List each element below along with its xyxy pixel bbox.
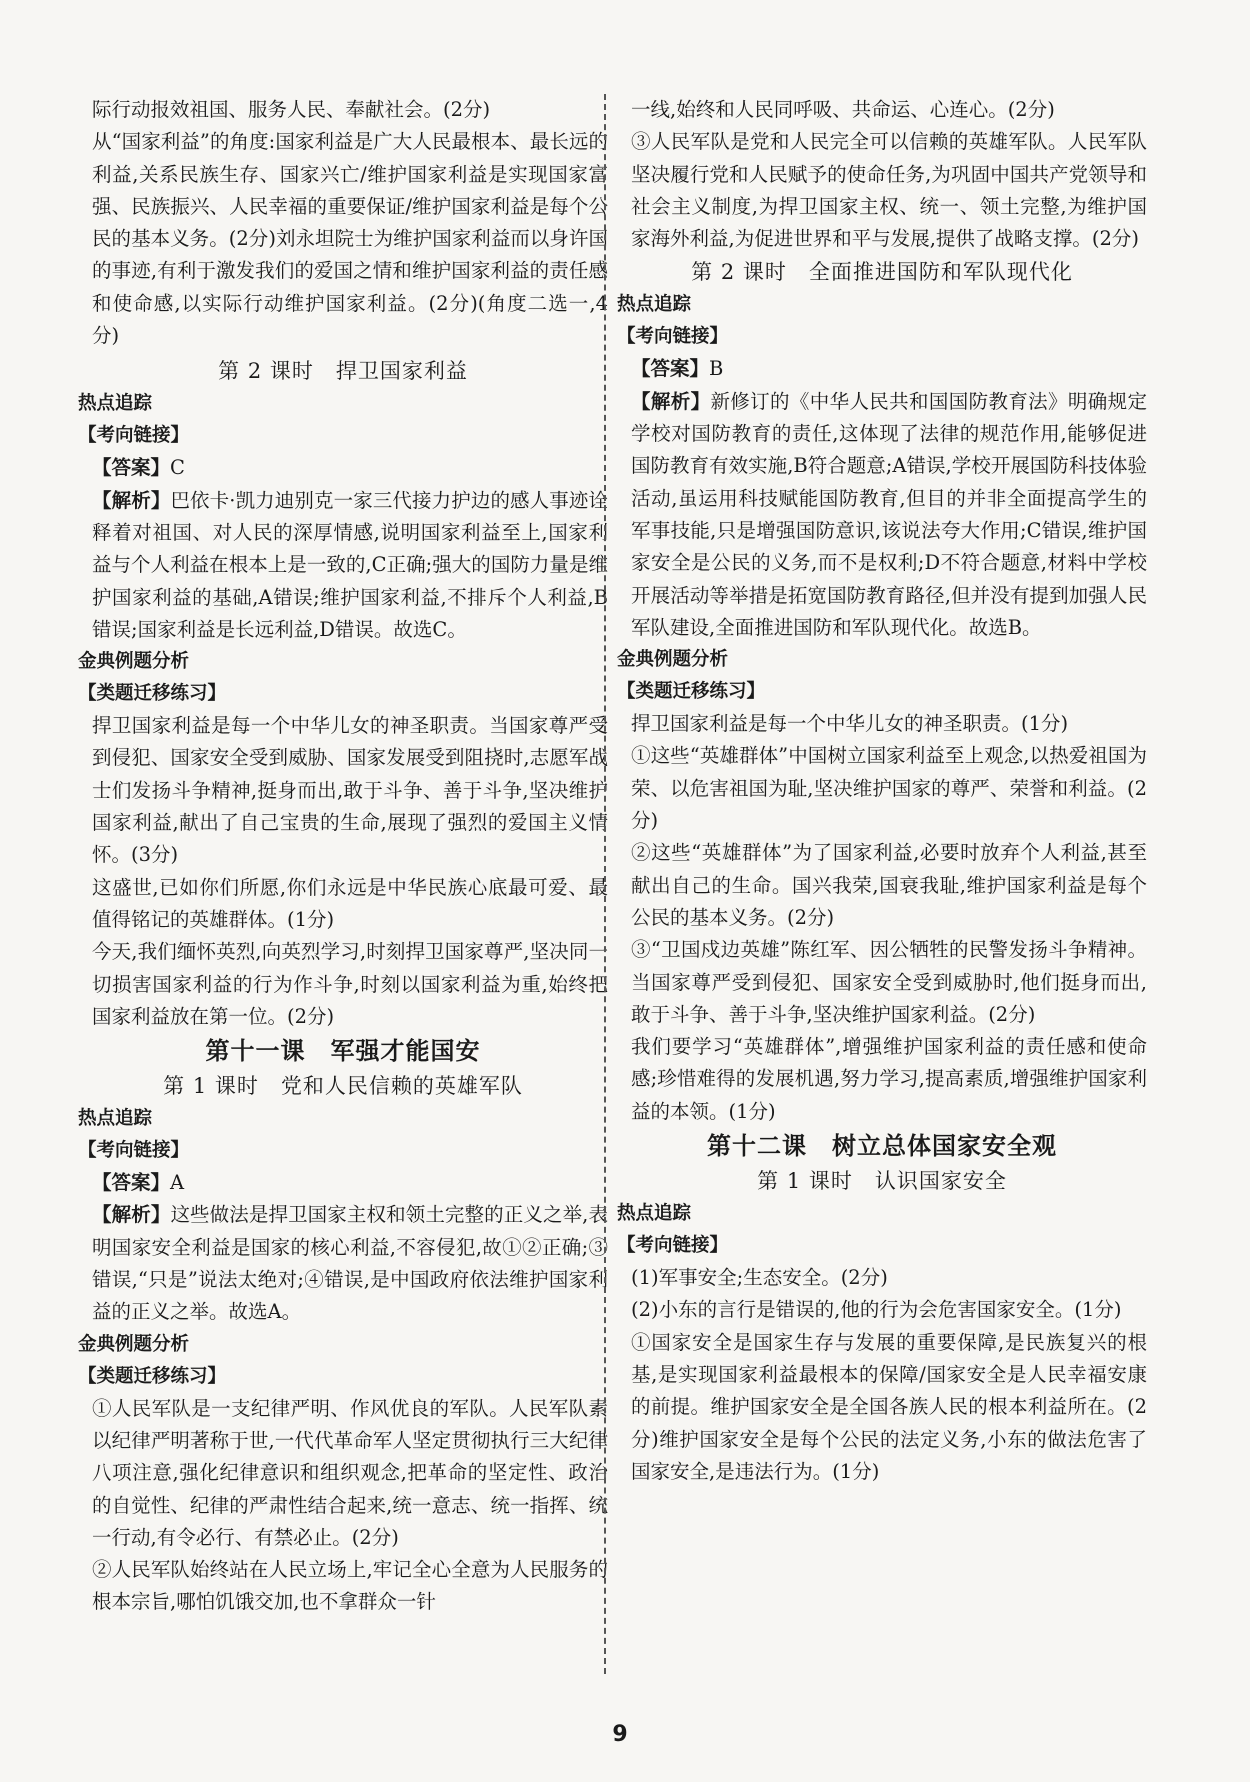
paragraph: ②人民军队始终站在人民立场上,牢记全心全意为人民服务的根本宗旨,哪怕饥饿交加,也不拿群众一针 <box>92 1558 608 1614</box>
paragraph: 这盛世,已如你们所愿,你们永远是中华民族心底最可爱、最值得铭记的英雄群体。(1分) <box>92 875 608 931</box>
paragraph: 一线,始终和人民同呼吸、共命运、心连心。(2分) <box>631 98 1055 121</box>
analysis-text: 这些做法是捍卫国家主权和领土完整的正义之举,表明国家安全利益是国家的核心利益,不容侵犯,故①②正确;③错误,“只是”说法太绝对;④错误,是中国政府依法维护国家利益的正义之举。故选A。 <box>92 1203 608 1324</box>
heading-practice: 【类题迁移练习】 <box>78 683 227 705</box>
section-title: 第 2 课时 捍卫国家利益 <box>218 359 468 384</box>
column-divider <box>604 94 606 1674</box>
lesson-title: 第十一课 军强才能国安 <box>205 1037 481 1066</box>
paragraph: ③“卫国戍边英雄”陈红军、因公牺牲的民警发扬斗争精神。当国家尊严受到侵犯、国家安全受到威胁时,他们挺身而出,敢于斗争、善于斗争,坚决维护国家利益。(2分) <box>631 938 1147 1026</box>
paragraph: (1)军事安全;生态安全。(2分) <box>631 1266 888 1290</box>
analysis-text: 新修订的《中华人民共和国国防教育法》明确规定学校对国防教育的责任,这体现了法律的规范作用,能够促进国防教育有效实施,B符合题意;A错误,学校开展国防科技体验活动,虽运用科技赋能国防教育,但目的并非全面提高学生的军事技能,只是增强国防意识,该说法夸大作用;C错误,维护国家安全是公民的义务,而不是权利;D不符合题意,材料中学校开展活动等举措是拓宽国防教育路径,但并没有提到加强人民军队建设,全面推进国防和军队现代化。故选B。 <box>631 389 1147 639</box>
paragraph: 际行动报效祖国、服务人民、奉献社会。(2分) <box>92 98 491 121</box>
heading-examples: 金典例题分析 <box>78 1333 190 1355</box>
heading-exam-link: 【考向链接】 <box>617 326 729 348</box>
heading-practice: 【类题迁移练习】 <box>617 681 766 703</box>
paragraph: 捍卫国家利益是每一个中华儿女的神圣职责。当国家尊严受到侵犯、国家安全受到威胁、国家发展受到阻挠时,志愿军战士们发扬斗争精神,挺身而出,敢于斗争、善于斗争,坚决维护国家利益,献出了自己宝贵的生命,展现了强烈的爱国主义情怀。(3分) <box>92 714 608 867</box>
heading-hot-topics: 热点追踪 <box>617 294 692 316</box>
analysis-label: 【解析】 <box>631 389 711 413</box>
right-column <box>617 94 1147 1488</box>
page-number: 9 <box>612 1722 628 1747</box>
answer-value: C <box>170 456 185 480</box>
heading-exam-link: 【考向链接】 <box>617 1235 729 1257</box>
answer-label: 【答案】 <box>92 456 171 480</box>
answer-label: 【答案】 <box>631 357 710 381</box>
answer-line <box>617 353 1147 385</box>
heading-hot-topics: 热点追踪 <box>78 1108 153 1130</box>
answer-line <box>78 452 608 484</box>
answer-label: 【答案】 <box>92 1171 171 1195</box>
answer-value: B <box>709 357 724 381</box>
lesson-title: 第十二课 树立总体国家安全观 <box>707 1132 1057 1161</box>
lesson-subtitle: 第 1 课时 认识国家安全 <box>757 1169 1007 1194</box>
analysis-text: 巴依卡·凯力迪别克一家三代接力护边的感人事迹诠释着对祖国、对人民的深厚情感,说明国家利益至上,国家利益与个人利益在根本上是一致的,C正确;强大的国防力量是维护国家利益的基础,A错误;维护国家利益,不排斥个人利益,B错误;国家利益是长远利益,D错误。故选C。 <box>92 488 608 641</box>
paragraph: 我们要学习“英雄群体”,增强维护国家利益的责任感和使命感;珍惜难得的发展机遇,努力学习,提高素质,增强维护国家利益的本领。(1分) <box>631 1035 1147 1123</box>
paragraph: 今天,我们缅怀英烈,向英烈学习,时刻捍卫国家尊严,坚决同一切损害国家利益的行为作斗争,时刻以国家利益为重,始终把国家利益放在第一位。(2分) <box>92 940 608 1028</box>
heading-practice: 【类题迁移练习】 <box>78 1365 227 1387</box>
analysis-label: 【解析】 <box>92 1203 171 1227</box>
lesson-subtitle: 第 1 课时 党和人民信赖的英雄军队 <box>163 1074 523 1099</box>
paragraph: ②这些“英雄群体”为了国家利益,必要时放弃个人利益,甚至献出自己的生命。国兴我荣,国衰我耻,维护国家利益是每个公民的基本义务。(2分) <box>631 841 1147 929</box>
analysis-paragraph <box>78 485 608 646</box>
heading-examples: 金典例题分析 <box>78 651 190 673</box>
paragraph: ①这些“英雄群体”中国树立国家利益至上观念,以热爱祖国为荣、以危害祖国为耻,坚决维护国家的尊严、荣誉和利益。(2分) <box>631 744 1147 833</box>
answer-line <box>78 1167 608 1199</box>
heading-exam-link: 【考向链接】 <box>78 1140 190 1162</box>
heading-examples: 金典例题分析 <box>617 649 729 671</box>
analysis-label: 【解析】 <box>92 488 171 512</box>
paragraph: (2)小东的言行是错误的,他的行为会危害国家安全。(1分) <box>631 1298 1122 1322</box>
paragraph: ③人民军队是党和人民完全可以信赖的英雄军队。人民军队坚决履行党和人民赋予的使命任务,为巩固中国共产党领导和社会主义制度,为捍卫国家主权、统一、领土完整,为维护国家海外利益,为促进世界和平与发展,提供了战略支撑。(2分) <box>631 130 1147 251</box>
section-title: 第 2 课时 全面推进国防和军队现代化 <box>691 260 1073 285</box>
answer-value: A <box>170 1171 185 1195</box>
heading-exam-link: 【考向链接】 <box>78 425 190 447</box>
heading-hot-topics: 热点追踪 <box>78 393 153 415</box>
analysis-paragraph <box>617 386 1147 644</box>
paragraph: 捍卫国家利益是每一个中华儿女的神圣职责。(1分) <box>631 712 1069 736</box>
paragraph: ①国家安全是国家生存与发展的重要保障,是民族复兴的根基,是实现国家利益最根本的保障/国家安全是人民幸福安康的前提。维护国家安全是全国各族人民的根本利益所在。(2分)维护国家安全是每个公民的法定义务,小东的做法危害了国家安全,是违法行为。(1分) <box>631 1330 1147 1483</box>
analysis-paragraph <box>78 1199 608 1328</box>
paragraph: ①人民军队是一支纪律严明、作风优良的军队。人民军队素以纪律严明著称于世,一代代革命军人坚定贯彻执行三大纪律八项注意,强化纪律意识和组织观念,把革命的坚定性、政治的自觉性、纪律的严肃性结合起来,统一意志、统一指挥、统一行动,有令必行、有禁必止。(2分) <box>92 1396 608 1549</box>
heading-hot-topics: 热点追踪 <box>617 1203 692 1225</box>
paragraph: 从“国家利益”的角度:国家利益是广大人民最根本、最长远的利益,关系民族生存、国家兴亡/维护国家利益是实现国家富强、民族振兴、人民幸福的重要保证/维护国家利益是每个公民的基本义务。(2分)刘永坦院士为维护国家利益而以身许国的事迹,有利于激发我们的爱国之情和维护国家利益的责任感和使命感,以实际行动维护国家利益。(2分)(角度二选一,4分) <box>92 130 608 348</box>
left-column <box>78 94 608 1619</box>
